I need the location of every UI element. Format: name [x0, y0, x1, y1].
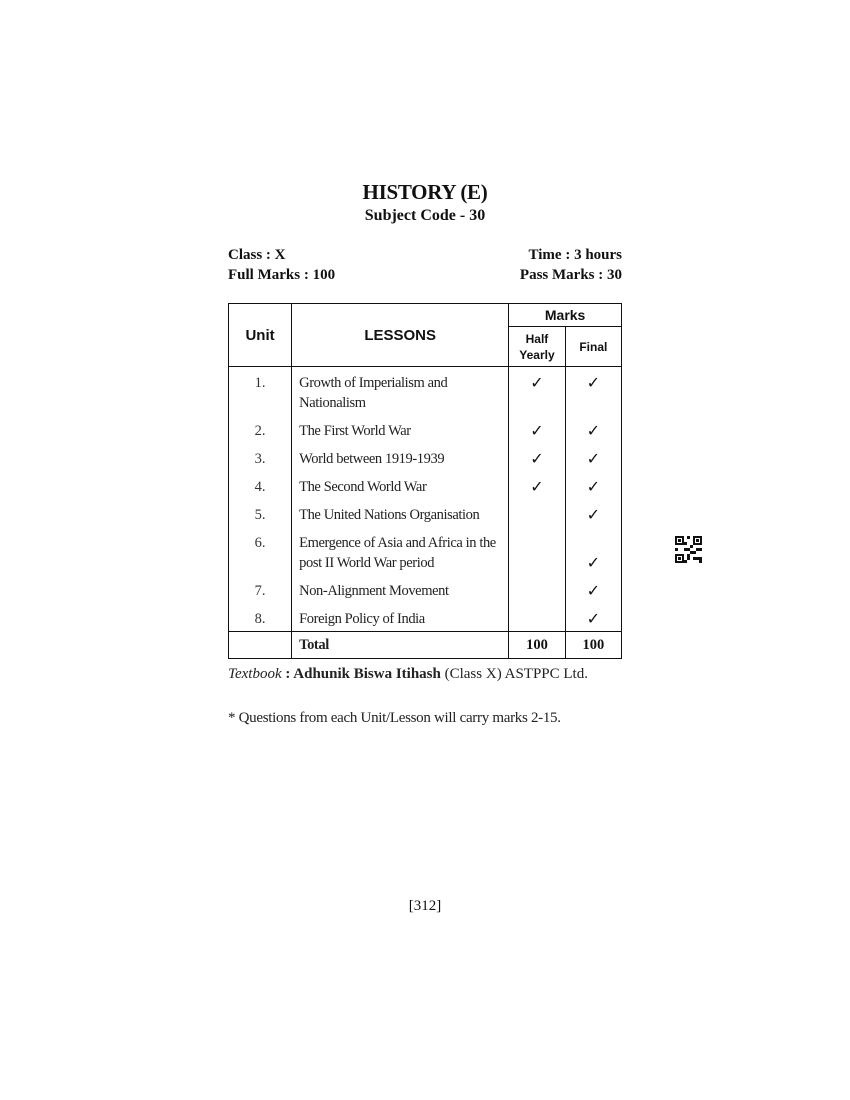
check-mark-icon: ✓	[586, 553, 601, 572]
lesson-name: The First World War	[292, 415, 509, 443]
total-unit-cell	[229, 632, 292, 659]
half-yearly-cell	[509, 603, 565, 632]
lessons-header: LESSONS	[292, 304, 509, 367]
check-mark-icon: ✓	[586, 421, 601, 440]
check-mark-icon: ✓	[530, 421, 544, 440]
check-mark-icon: ✓	[586, 449, 601, 468]
lesson-name: The United Nations Organisation	[292, 499, 509, 527]
half-yearly-cell	[509, 443, 565, 471]
check-mark-icon: ✓	[586, 581, 601, 600]
meta-row-1	[228, 247, 622, 264]
subject-code: Subject Code - 30	[364, 207, 486, 224]
lesson-name: The Second World War	[292, 471, 509, 499]
textbook-title: Adhunik Biswa Itihash	[293, 666, 441, 682]
check-mark-icon: ✓	[530, 373, 544, 392]
class-label: Class : X	[228, 247, 286, 263]
half-yearly-cell	[509, 471, 565, 499]
final-cell	[565, 499, 621, 527]
page-number: [312]	[408, 898, 442, 914]
half-yearly-header: Half Yearly	[509, 327, 565, 367]
check-mark-icon: ✓	[530, 449, 544, 468]
unit-number: 8.	[229, 603, 292, 632]
half-yearly-cell	[509, 415, 565, 443]
check-mark-icon: ✓	[586, 373, 601, 392]
unit-number: 3.	[229, 443, 292, 471]
textbook-label: Textbook	[228, 666, 282, 682]
final-cell	[565, 527, 621, 575]
total-row	[229, 632, 622, 659]
half-yearly-cell	[509, 527, 565, 575]
textbook-suffix: (Class X) ASTPPC Ltd.	[440, 666, 588, 682]
lesson-name: Foreign Policy of India	[292, 603, 509, 632]
table-row	[229, 471, 622, 499]
lesson-name: Growth of Imperialism and Nationalism	[292, 367, 509, 416]
pass-marks-label: Pass Marks : 30	[519, 267, 622, 283]
unit-number: 7.	[229, 575, 292, 603]
table-row	[229, 575, 622, 603]
lesson-name: Non-Alignment Movement	[292, 575, 509, 603]
final-cell	[565, 575, 621, 603]
check-mark-icon: ✓	[586, 505, 601, 524]
final-header: Final	[565, 327, 621, 367]
table-row	[229, 499, 622, 527]
unit-number: 6.	[229, 527, 292, 575]
table-row	[229, 415, 622, 443]
final-cell	[565, 415, 621, 443]
marks-note: * Questions from each Unit/Lesson will carry marks 2-15.	[228, 710, 561, 726]
qr-code-icon	[675, 536, 702, 563]
half-yearly-cell	[509, 367, 565, 416]
check-mark-icon: ✓	[586, 609, 601, 628]
page-title: HISTORY (E)	[362, 180, 488, 204]
half-yearly-cell	[509, 499, 565, 527]
table-row	[229, 603, 622, 632]
unit-header: Unit	[229, 304, 292, 367]
lesson-name: Emergence of Asia and Africa in the post II World War period	[292, 527, 509, 575]
textbook-separator: :	[281, 666, 294, 682]
unit-number: 1.	[229, 367, 292, 416]
unit-number: 2.	[229, 415, 292, 443]
table-row	[229, 527, 622, 575]
half-yearly-cell	[509, 575, 565, 603]
total-label: Total	[292, 632, 509, 659]
unit-number: 5.	[229, 499, 292, 527]
final-cell	[565, 367, 621, 416]
unit-number: 4.	[229, 471, 292, 499]
full-marks-label: Full Marks : 100	[228, 267, 336, 283]
marks-header: Marks	[509, 304, 622, 327]
table-row	[229, 443, 622, 471]
meta-row-2	[228, 267, 622, 284]
final-cell	[565, 443, 621, 471]
lesson-name: World between 1919-1939	[292, 443, 509, 471]
total-final: 100	[565, 632, 621, 659]
table-row	[229, 367, 622, 416]
final-cell	[565, 471, 621, 499]
textbook-line	[228, 666, 588, 683]
final-cell	[565, 603, 621, 632]
total-half-yearly: 100	[509, 632, 565, 659]
check-mark-icon: ✓	[530, 477, 544, 496]
time-label: Time : 3 hours	[528, 247, 622, 263]
check-mark-icon: ✓	[586, 477, 601, 496]
syllabus-table	[228, 303, 622, 659]
